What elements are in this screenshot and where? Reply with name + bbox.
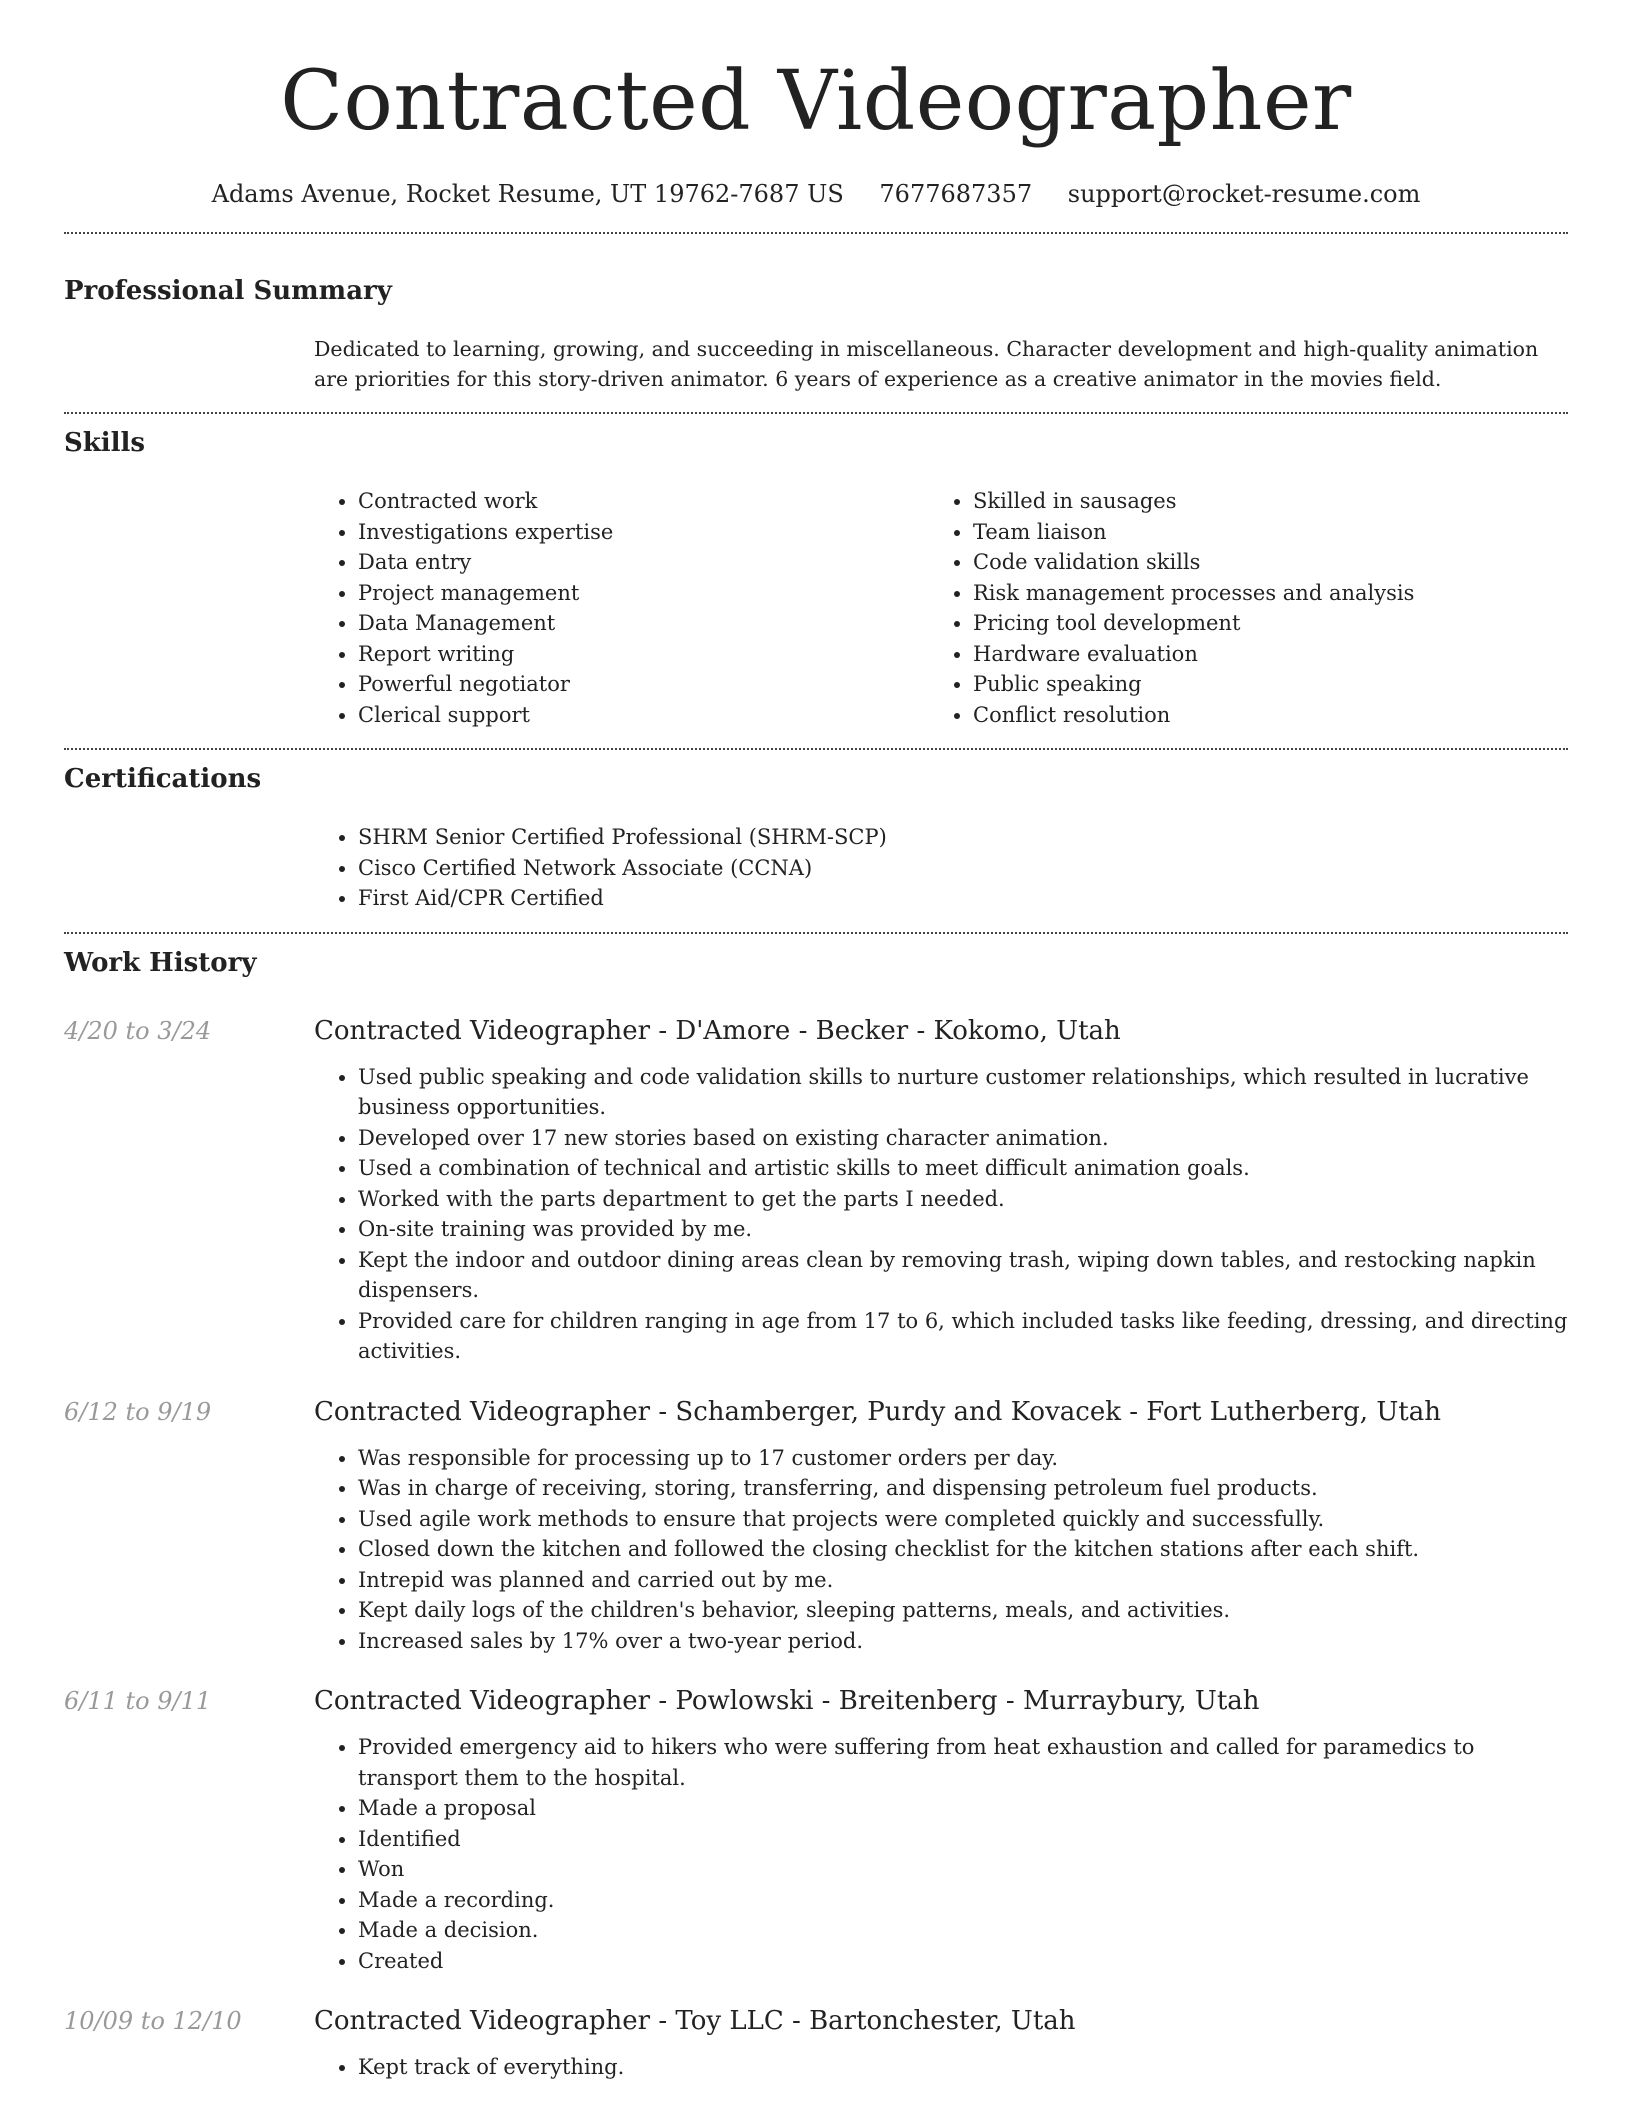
skills-list-left: [314, 486, 929, 730]
job-heading: Contracted Videographer - D'Amore - Becker - Kokomo, Utah: [314, 1015, 1121, 1046]
skill-item: • Powerful negotiator: [358, 669, 929, 700]
job-entry: [64, 2006, 1568, 2083]
divider: [64, 748, 1568, 750]
contact-line: [64, 180, 1568, 208]
contact-email: support@rocket-resume.com: [1067, 180, 1421, 208]
skill-item: • Contracted work: [358, 486, 929, 517]
skills-columns: [314, 486, 1568, 730]
divider: [64, 232, 1568, 234]
job-title: Contracted Videographer: [314, 1015, 651, 1046]
skill-item: • Clerical support: [358, 700, 929, 731]
job-entry: [64, 1686, 1568, 1976]
job-bullet: • Kept track of everything.: [358, 2052, 1568, 2083]
skill-item: • Data Management: [358, 608, 929, 639]
contact-phone: 7677687357: [879, 180, 1033, 208]
job-heading: Contracted Videographer - Toy LLC - Bartonchester, Utah: [314, 2006, 1076, 2036]
contact-address: Adams Avenue, Rocket Resume, UT 19762-7687 US: [211, 180, 844, 208]
job-bullet: • Used agile work methods to ensure that projects were completed quickly and successfully.: [358, 1504, 1568, 1535]
job-heading: Contracted Videographer - Powlowski - Breitenberg - Murraybury, Utah: [314, 1686, 1260, 1716]
skill-item: • Team liaison: [973, 517, 1544, 548]
job-bullet: • Made a decision.: [358, 1915, 1568, 1946]
job-dates: 4/20 to 3/24: [64, 1016, 212, 1045]
job-entry: [64, 1397, 1568, 1657]
job-title: Contracted Videographer: [314, 1686, 651, 1716]
job-bullets: [314, 1062, 1568, 1367]
job-bullet: • Kept daily logs of the children's behavior, sleeping patterns, meals, and activities.: [358, 1595, 1568, 1626]
job-bullets: [314, 1732, 1568, 1976]
skills-list-right: [929, 486, 1544, 730]
job-bullet: • Used public speaking and code validation skills to nurture customer relationships, which resulted in lucrative business opportunities.: [358, 1062, 1568, 1123]
certification-item: • Cisco Certified Network Associate (CCNA): [358, 853, 1568, 884]
job-bullet: • Used a combination of technical and artistic skills to meet difficult animation goals.: [358, 1153, 1568, 1184]
job-company: D'Amore - Becker - Kokomo, Utah: [675, 1015, 1121, 1046]
skill-item: • Risk management processes and analysis: [973, 578, 1544, 609]
skill-item: • Code validation skills: [973, 547, 1544, 578]
work-history-heading: Work History: [64, 947, 257, 978]
job-bullet: • Kept the indoor and outdoor dining areas clean by removing trash, wiping down tables, and restocking napkin dispensers.: [358, 1245, 1568, 1306]
skill-item: • Hardware evaluation: [973, 639, 1544, 670]
certification-item: • SHRM Senior Certified Professional (SHRM-SCP): [358, 822, 1568, 853]
job-bullet: • Was responsible for processing up to 17 customer orders per day.: [358, 1443, 1568, 1474]
job-bullet: • Closed down the kitchen and followed the closing checklist for the kitchen stations after each shift.: [358, 1534, 1568, 1565]
job-bullet: • Identified: [358, 1824, 1568, 1855]
summary-section: [64, 276, 1568, 394]
skill-item: • Skilled in sausages: [973, 486, 1544, 517]
job-bullet: • Made a recording.: [358, 1885, 1568, 1916]
job-company: Schamberger, Purdy and Kovacek - Fort Lutherberg, Utah: [675, 1396, 1441, 1427]
skill-item: • Data entry: [358, 547, 929, 578]
job-dates: 10/09 to 12/10: [64, 2007, 242, 2035]
job-bullet: • On-site training was provided by me.: [358, 1214, 1568, 1245]
skills-section: [64, 428, 1568, 730]
job-title: Contracted Videographer: [314, 1396, 651, 1427]
summary-text: Dedicated to learning, growing, and succeeding in miscellaneous. Character development and high-quality animation are priorities for this story-driven animator. 6 years of experience as a creative animator in the movies field.: [314, 337, 1539, 391]
certifications-heading: Certifications: [64, 764, 262, 794]
job-bullet: • Increased sales by 17% over a two-year period.: [358, 1626, 1568, 1657]
certifications-list: [314, 822, 1568, 914]
job-company: Powlowski - Breitenberg - Murraybury, Utah: [675, 1686, 1260, 1716]
divider: [64, 932, 1568, 934]
job-bullet: • Made a proposal: [358, 1793, 1568, 1824]
job-bullet: • Worked with the parts department to get the parts I needed.: [358, 1184, 1568, 1215]
work-history-section: [64, 948, 1568, 2083]
skill-item: • Public speaking: [973, 669, 1544, 700]
job-company: Toy LLC - Bartonchester, Utah: [675, 2006, 1076, 2036]
certification-item: • First Aid/CPR Certified: [358, 883, 1568, 914]
divider: [64, 412, 1568, 414]
job-heading: Contracted Videographer - Schamberger, Purdy and Kovacek - Fort Lutherberg, Utah: [314, 1396, 1441, 1427]
skill-item: • Project management: [358, 578, 929, 609]
job-dates: 6/12 to 9/19: [64, 1397, 212, 1426]
skill-item: • Pricing tool development: [973, 608, 1544, 639]
job-bullet: • Created: [358, 1946, 1568, 1977]
job-bullet: • Won: [358, 1854, 1568, 1885]
skill-item: • Conflict resolution: [973, 700, 1544, 731]
job-bullet: • Intrepid was planned and carried out by me.: [358, 1565, 1568, 1596]
job-bullets: [314, 2052, 1568, 2083]
skill-item: • Report writing: [358, 639, 929, 670]
job-bullet: • Provided emergency aid to hikers who were suffering from heat exhaustion and called for paramedics to transport them to the hospital.: [358, 1732, 1568, 1793]
job-bullet: • Provided care for children ranging in age from 17 to 6, which included tasks like feeding, dressing, and directing activities.: [358, 1306, 1568, 1367]
job-bullets: [314, 1443, 1568, 1657]
certifications-section: [64, 764, 1568, 914]
skills-heading: Skills: [64, 428, 146, 458]
job-bullet: • Was in charge of receiving, storing, transferring, and dispensing petroleum fuel products.: [358, 1473, 1568, 1504]
job-entry: [64, 1016, 1568, 1367]
job-title: Contracted Videographer: [314, 2006, 651, 2036]
summary-heading: Professional Summary: [64, 276, 392, 306]
job-dates: 6/11 to 9/11: [64, 1687, 212, 1715]
skill-item: • Investigations expertise: [358, 517, 929, 548]
job-bullet: • Developed over 17 new stories based on existing character animation.: [358, 1123, 1568, 1154]
candidate-name: Contracted Videographer: [280, 54, 1352, 149]
